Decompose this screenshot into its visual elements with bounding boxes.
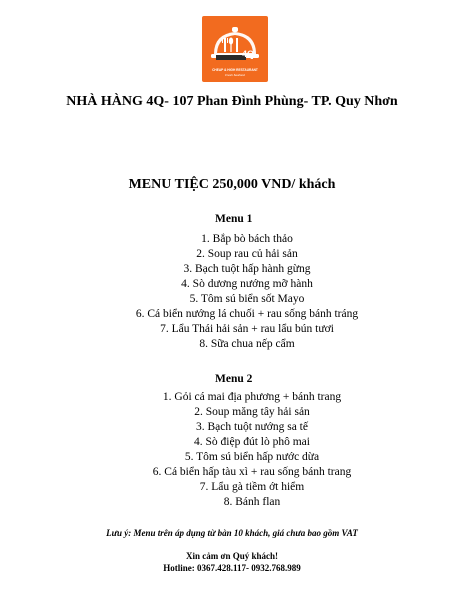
- menu-item: 8. Sữa chua nếp cẩm: [199, 338, 295, 350]
- menu-item: 5. Tôm sú biển sốt Mayo: [189, 293, 305, 305]
- hotline-text: Hotline: 0367.428.117- 0932.768.989: [163, 563, 301, 573]
- menu-item: 2. Soup măng tây hải sản: [194, 406, 310, 418]
- menu-item: 1. Bắp bò bách thảo: [201, 233, 293, 245]
- menu-1-title: Menu 1: [215, 213, 253, 225]
- thank-you-text: Xin cảm ơn Quý khách!: [186, 551, 278, 561]
- menu-item: 3. Bạch tuột nướng sa tế: [196, 421, 308, 433]
- logo-caption-line1: CHEAP & HIGH RESTAURANT: [212, 68, 258, 72]
- menu-item: 7. Lẩu Thái hải sản + rau lẩu bún tươi: [160, 323, 334, 335]
- restaurant-logo: [202, 16, 268, 82]
- menu-item: 6. Cá biển nướng lá chuối + rau sống bánh tráng: [135, 308, 359, 320]
- logo-badge: 4Q: [242, 49, 255, 59]
- menu-item: 6. Cá biển hấp tàu xì + rau sống bánh trang: [152, 466, 352, 478]
- menu-2-list: [0, 390, 464, 510]
- menu-item: 1. Gỏi cá mai địa phương + bánh trang: [162, 391, 342, 403]
- menu-item: 8. Bánh flan: [223, 496, 281, 508]
- logo-word: RESTAURANT: [219, 55, 247, 60]
- restaurant-title: NHÀ HÀNG 4Q- 107 Phan Đình Phùng- TP. Quy Nhơn: [66, 94, 398, 109]
- menu-item: 7. Lẩu gà tiềm ớt hiểm: [199, 481, 305, 493]
- logo-caption-line2: Fresh Seafood: [225, 73, 245, 77]
- menu-price-heading: MENU TIỆC 250,000 VND/ khách: [128, 177, 336, 192]
- menu-item: 4. Sò điệp đút lò phô mai: [194, 436, 310, 448]
- footer-note: Lưu ý: Menu trên áp dụng từ bàn 10 khách, giá chưa bao gồm VAT: [106, 528, 358, 538]
- menu-item: 4. Sò dương nướng mỡ hành: [181, 278, 313, 290]
- menu-1-list: [0, 232, 464, 352]
- menu-item: 2. Soup rau củ hải sản: [196, 248, 298, 260]
- menu-2-title: Menu 2: [215, 373, 253, 385]
- menu-item: 3. Bạch tuột hấp hành gừng: [183, 263, 311, 275]
- menu-item: 5. Tôm sú biển hấp nước dừa: [184, 451, 320, 463]
